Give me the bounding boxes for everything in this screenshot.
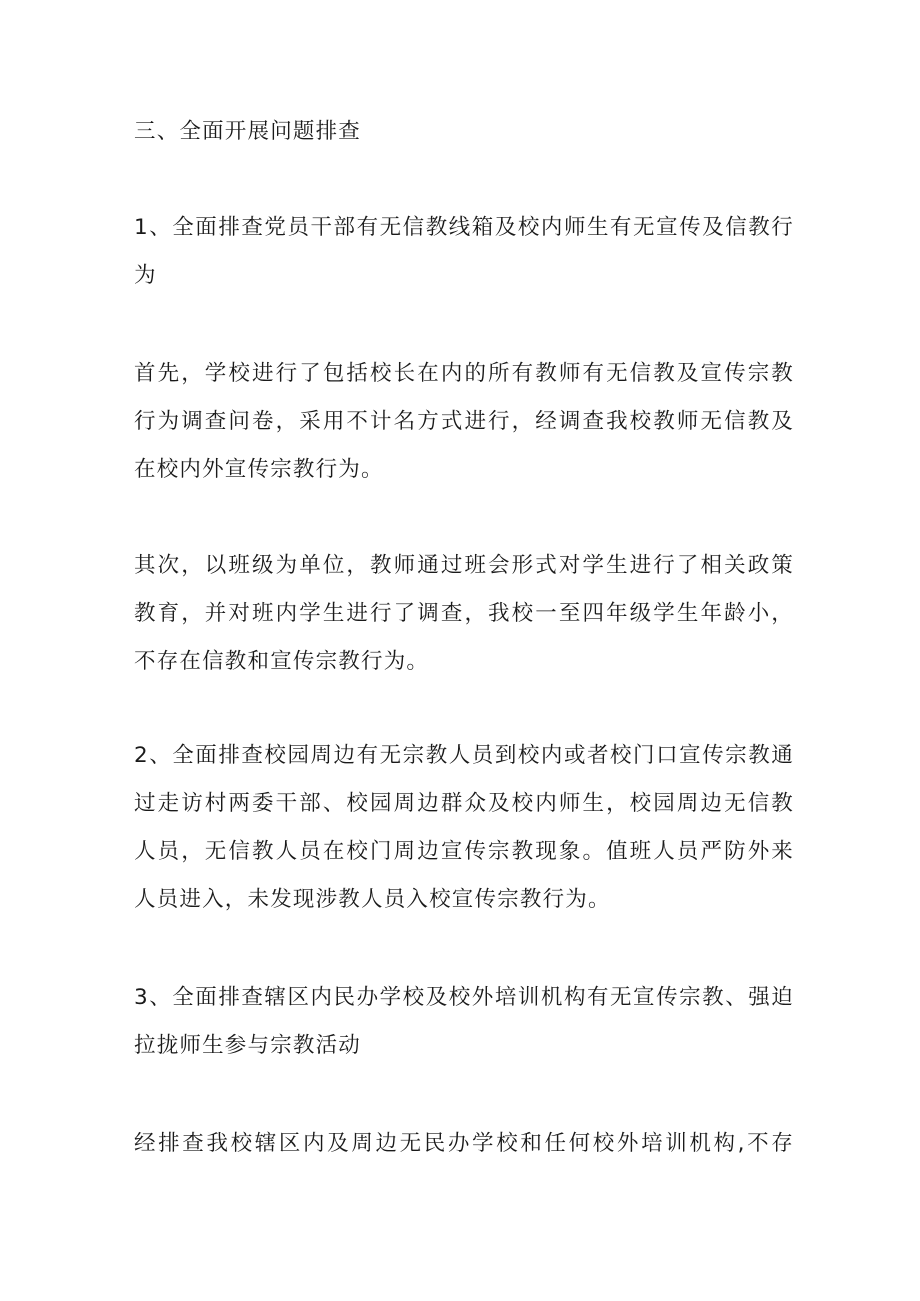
item-2-line-1: 2、全面排查校园周边有无宗教人员到校内或者校门口宣传宗教通	[134, 743, 794, 768]
section-heading-text: 三、全面开展问题排查	[134, 119, 362, 144]
item-2-line-4: 人员进入，未发现涉教人员入校宣传宗教行为。	[134, 887, 611, 912]
item-2-line-3: 人员，无信教人员在校门周边宣传宗教现象。值班人员严防外来	[134, 839, 794, 864]
paragraph-2-line-3: 不存在信教和宣传宗教行为。	[134, 649, 430, 674]
item-2-line-2: 过走访村两委干部、校园周边群众及校内师生，校园周边无信教	[134, 791, 794, 816]
item-1-line-1: 1、全面排查党员干部有无信教线箱及校内师生有无宣传及信教行	[134, 215, 794, 240]
item-3-heading	[134, 974, 794, 1070]
paragraph-3	[134, 1120, 794, 1168]
item-1-line-2: 为	[134, 263, 157, 288]
item-3-line-2: 拉拢师生参与宗教活动	[134, 1033, 362, 1058]
item-3-line-1: 3、全面排查辖区内民办学校及校外培训机构有无宣传宗教、强迫	[134, 985, 794, 1010]
paragraph-3-line-1: 经排查我校辖区内及周边无民办学校和任何校外培训机构,不存	[134, 1131, 794, 1156]
paragraph-2-line-2: 教育，并对班内学生进行了调查，我校一至四年级学生年龄小，	[134, 601, 794, 626]
paragraph-1	[134, 350, 794, 494]
item-2-paragraph	[134, 732, 794, 924]
paragraph-2	[134, 542, 794, 686]
section-heading	[134, 108, 794, 156]
paragraph-1-line-3: 在校内外宣传宗教行为。	[134, 457, 384, 482]
paragraph-1-line-1: 首先，学校进行了包括校长在内的所有教师有无信教及宣传宗教	[134, 361, 794, 386]
item-1-heading	[134, 204, 794, 300]
paragraph-1-line-2: 行为调查问卷，采用不计名方式进行，经调查我校教师无信教及	[134, 409, 794, 434]
paragraph-2-line-1: 其次，以班级为单位，教师通过班会形式对学生进行了相关政策	[134, 553, 794, 578]
